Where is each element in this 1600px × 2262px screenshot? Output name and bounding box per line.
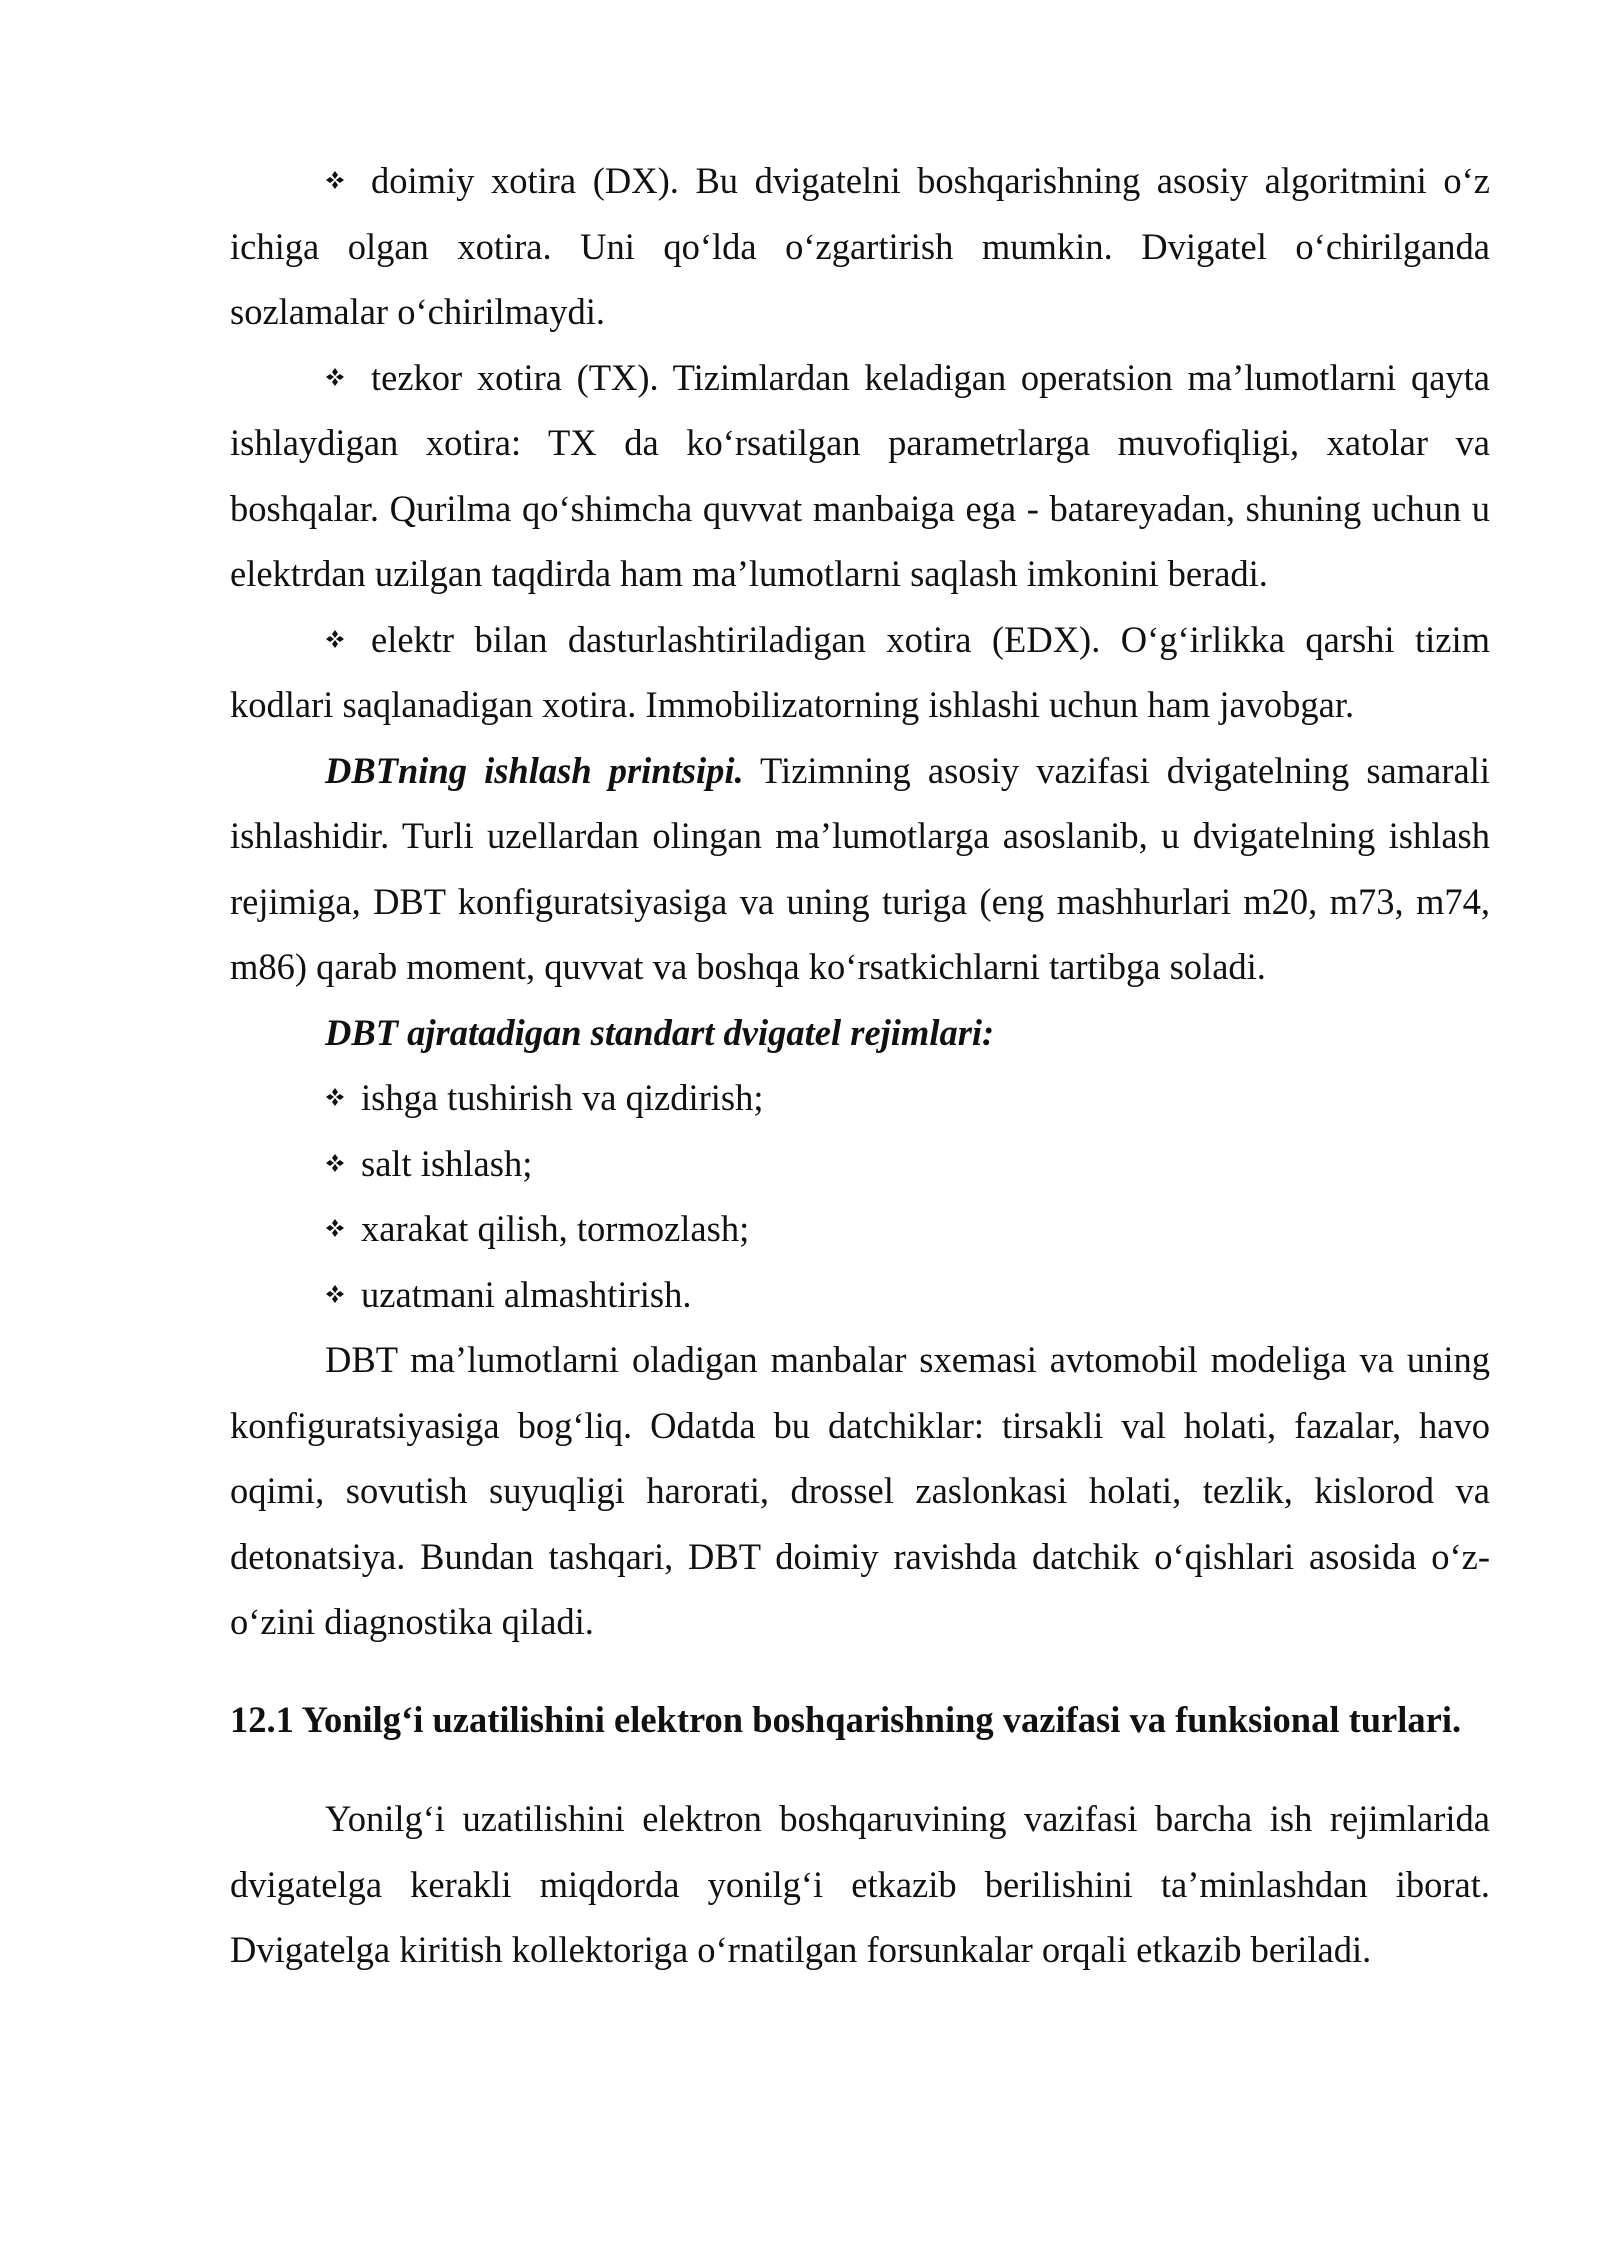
bullet-text: elektr bilan dasturlashtiriladigan xotira (EDX). O‘g‘irlikka qarshi tizim kodlari saqlanadigan xotira. Immobilizatorning ishlashi uchun ham javobgar. xyxy=(230,618,1490,725)
list-item-text: ishga tushirish va qizdirish; xyxy=(361,1077,764,1118)
list-item-text: salt ishlash; xyxy=(361,1142,533,1184)
bullet-text: tezkor xotira (TX). Tizimlardan keladigan operatsion ma’lumotlarni qayta ishlaydigan xotira: TX da ko‘rsatilgan parametrlarga muvofiqligi, xatolar va boshqalar. Qurilma qo‘shimcha quvvat manbaiga ega - batareyadan, shuning uchun u elektrdan uzilgan taqdirda ham ma’lumotlarni saqlash imkonini beradi. xyxy=(230,356,1490,594)
four-diamond-bullet-icon xyxy=(325,367,345,387)
section-heading: 12.1 Yonilg‘i uzatilishini elektron boshqarishning vazifasi va funksional turlari. xyxy=(230,1698,1462,1740)
list-item xyxy=(230,1196,1490,1262)
four-diamond-bullet-icon xyxy=(325,170,345,190)
modes-title xyxy=(230,1000,1490,1066)
four-diamond-bullet-icon xyxy=(325,1153,345,1173)
final-paragraph: Yonilg‘i uzatilishini elektron boshqaruvining vazifasi barcha ish rejimlarida dvigatelga kerakli miqdorda yonilg‘i etkazib berilishini ta’minlashdan iborat. Dvigatelga kiritish kollektoriga o‘rnatilgan forsunkalar orqali etkazib beriladi. xyxy=(230,1798,1490,1970)
modes-list xyxy=(230,1065,1490,1327)
list-item xyxy=(230,1131,1490,1197)
principle-text: Tizimning asosiy vazifasi dvigatelning samarali ishlashidir. Turli uzellardan olingan ma’lumotlarga asoslanib, u dvigatelning ishlash rejimiga, DBT konfiguratsiyasiga va uning turiga (eng mashhurlari m20, m73, m74, m86) qarab moment, quvvat va boshqa ko‘rsatkichlarni tartibga soladi. xyxy=(230,749,1490,987)
four-diamond-bullet-icon xyxy=(325,1218,345,1238)
bullet-item xyxy=(230,345,1490,607)
list-item xyxy=(230,1262,1490,1328)
bullet-text: doimiy xotira (DX). Bu dvigatelni boshqarishning asosiy algoritmini o‘z ichiga olgan xotira. Uni qo‘lda o‘zgartirish mumkin. Dvigatel o‘chirilganda sozlamalar o‘chirilmaydi. xyxy=(230,160,1490,332)
principle-title: DBTning ishlash printsipi. xyxy=(325,749,744,791)
sources-paragraph: DBT ma’lumotlarni oladigan manbalar sxemasi avtomobil modeliga va uning konfiguratsiyasiga bog‘liq. Odatda bu datchiklar: tirsakli val holati, fazalar, havo oqimi, sovutish suyuqligi harorati, drossel zaslonkasi holati, tezlik, kislorod va detonatsiya. Bundan tashqari, DBT doimiy ravishda datchik o‘qishlari asosida o‘z-o‘zini diagnostika qiladi. xyxy=(230,1339,1490,1642)
bullet-item xyxy=(230,148,1490,345)
four-diamond-bullet-icon xyxy=(325,1087,345,1107)
four-diamond-bullet-icon xyxy=(325,629,345,649)
four-diamond-bullet-icon xyxy=(325,1284,345,1304)
list-item-text: xarakat qilish, tormozlash; xyxy=(361,1208,750,1249)
modes-title-text: DBT ajratadigan standart dvigatel rejimlari: xyxy=(325,1011,995,1053)
list-item xyxy=(230,1065,1490,1131)
list-item-text: uzatmani almashtirish. xyxy=(361,1273,692,1315)
document-page xyxy=(230,148,1490,1983)
bullet-item xyxy=(230,607,1490,738)
principle-paragraph xyxy=(230,738,1490,1000)
